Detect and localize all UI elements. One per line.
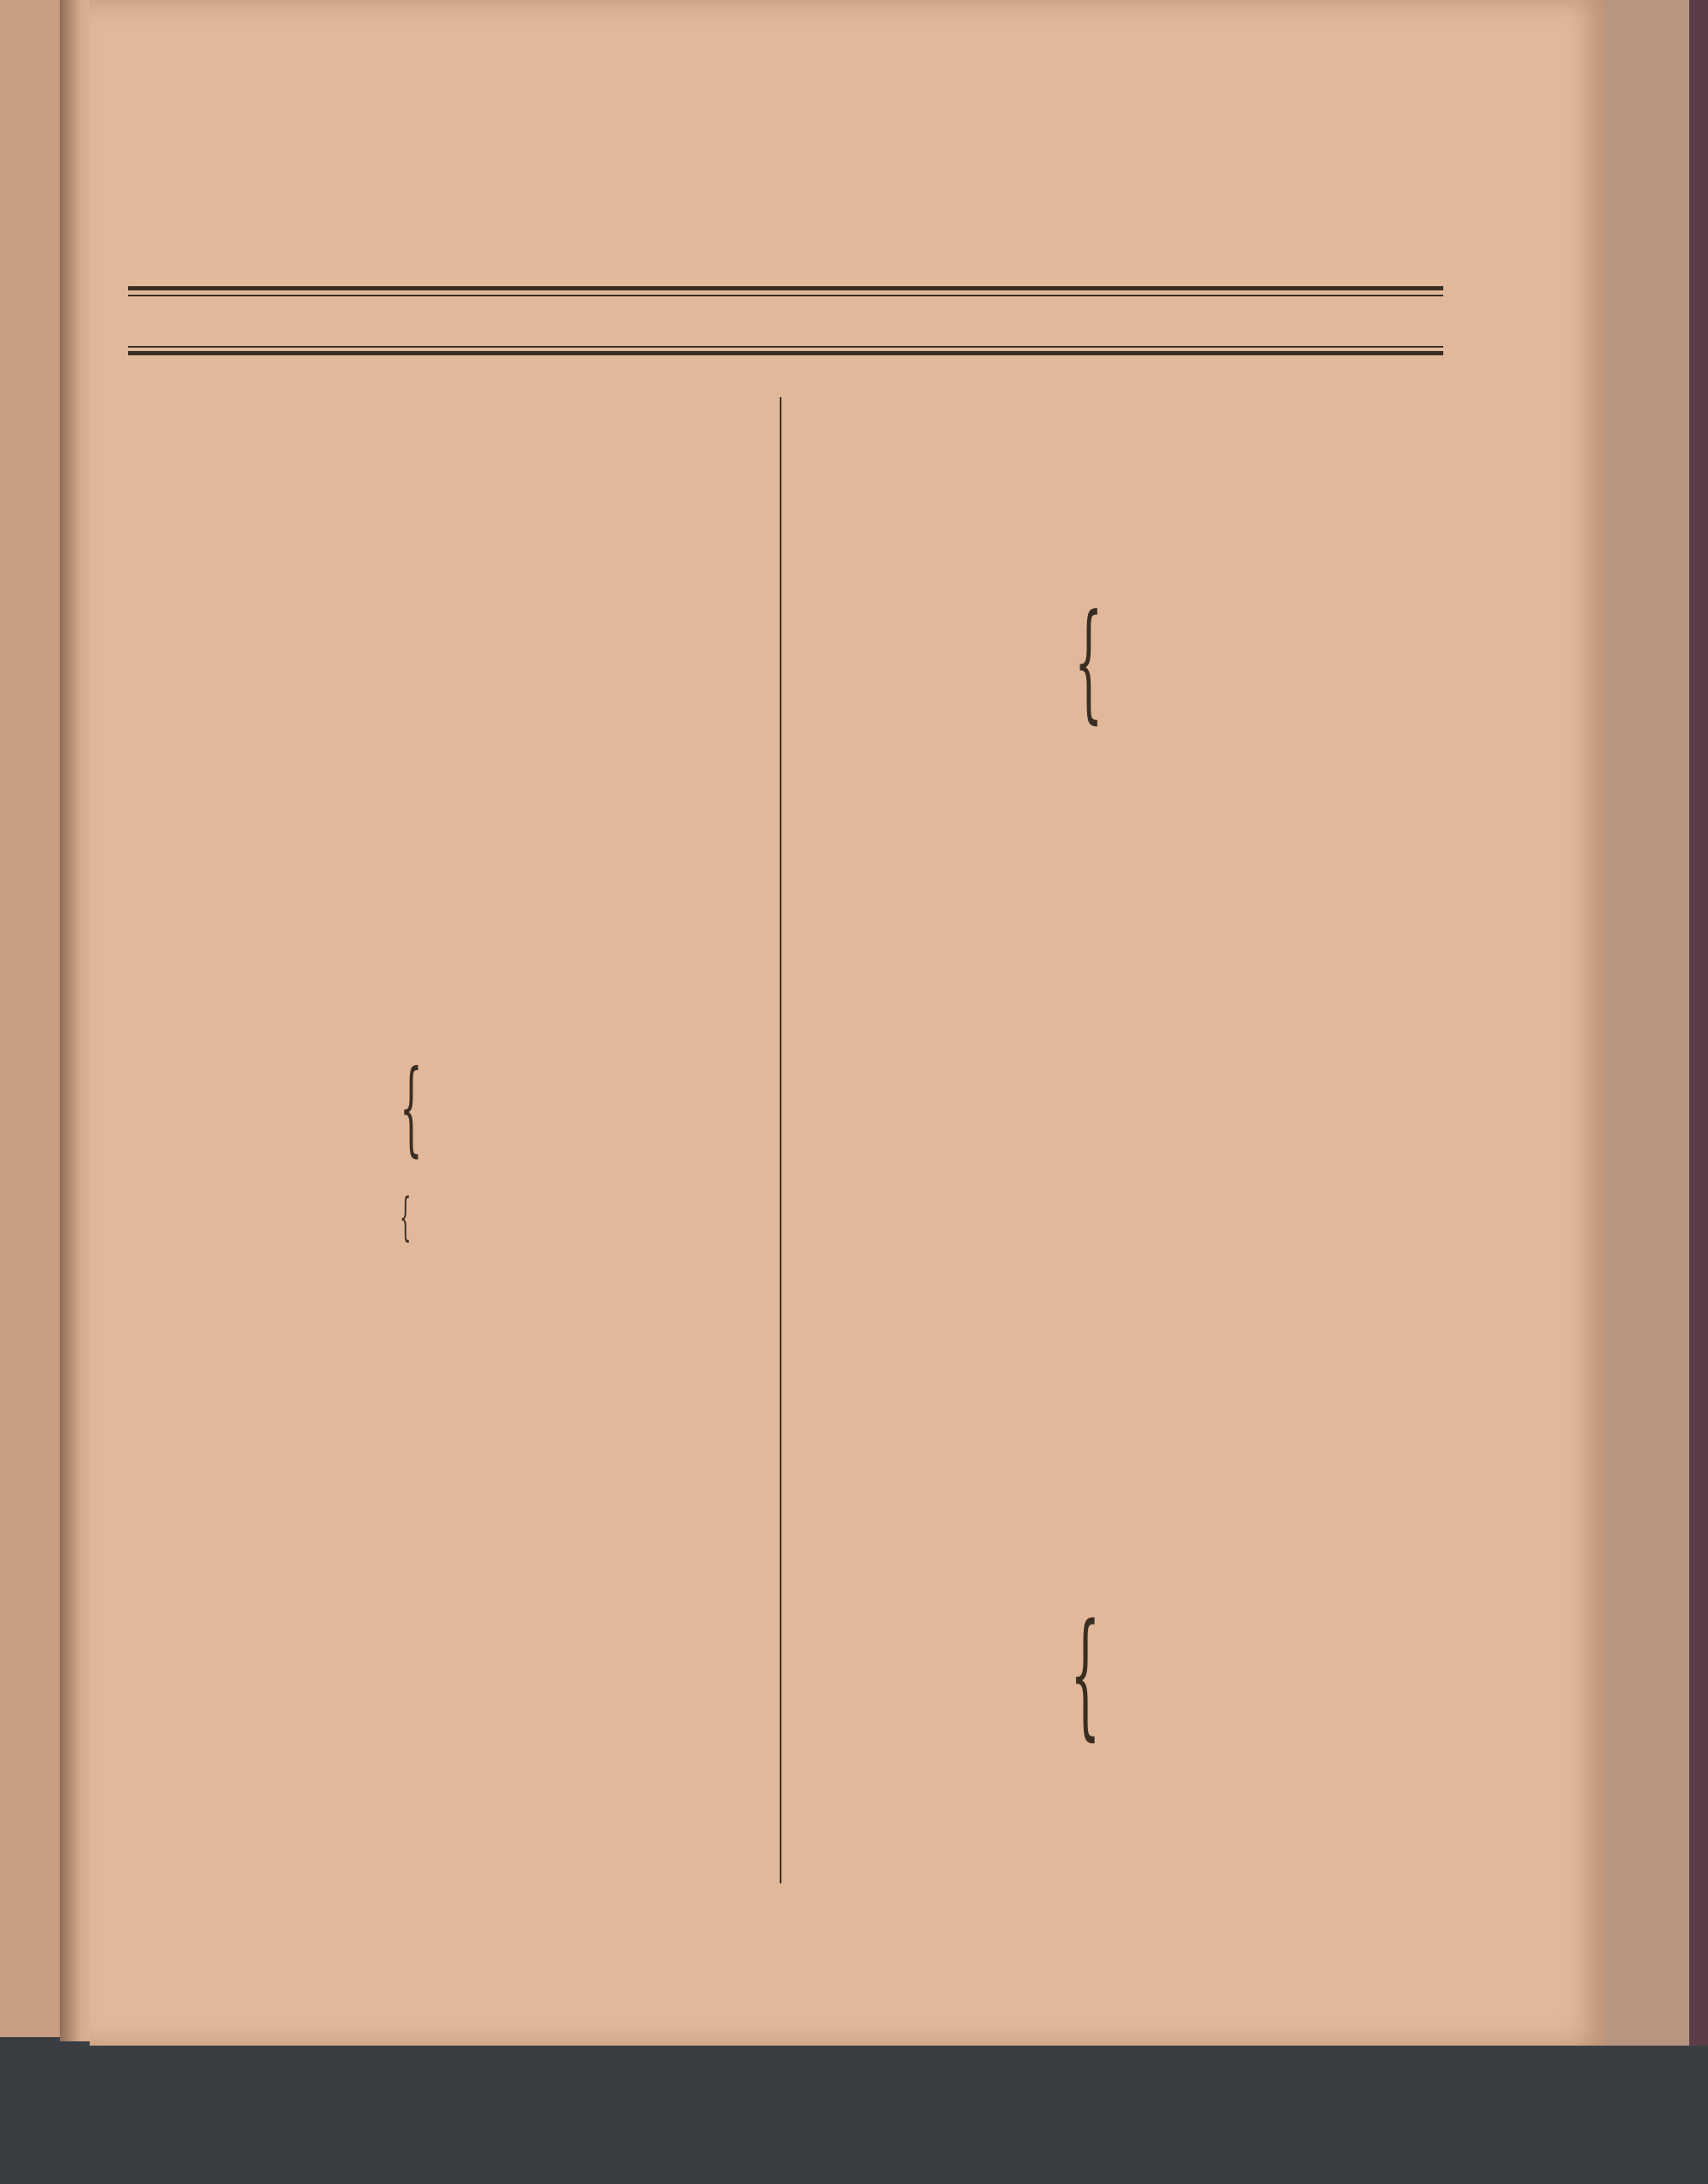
marbled-cover-board bbox=[1588, 0, 1708, 2046]
bracket: { bbox=[400, 1049, 423, 1168]
header-rule-bottom bbox=[128, 346, 1443, 348]
document-page bbox=[90, 0, 1606, 2046]
previous-page-edge bbox=[0, 0, 63, 2037]
cover-spine-edge bbox=[1689, 0, 1708, 2046]
header-rule-bottom-thick bbox=[128, 351, 1443, 355]
header-rule-top bbox=[128, 286, 1443, 290]
header-rule-top-thin bbox=[128, 295, 1443, 296]
bracket: { bbox=[1074, 588, 1103, 736]
bracket: { bbox=[1070, 1594, 1101, 1754]
bracket: { bbox=[400, 1187, 412, 1247]
book-gutter bbox=[60, 0, 94, 2041]
column-divider bbox=[780, 397, 781, 1883]
